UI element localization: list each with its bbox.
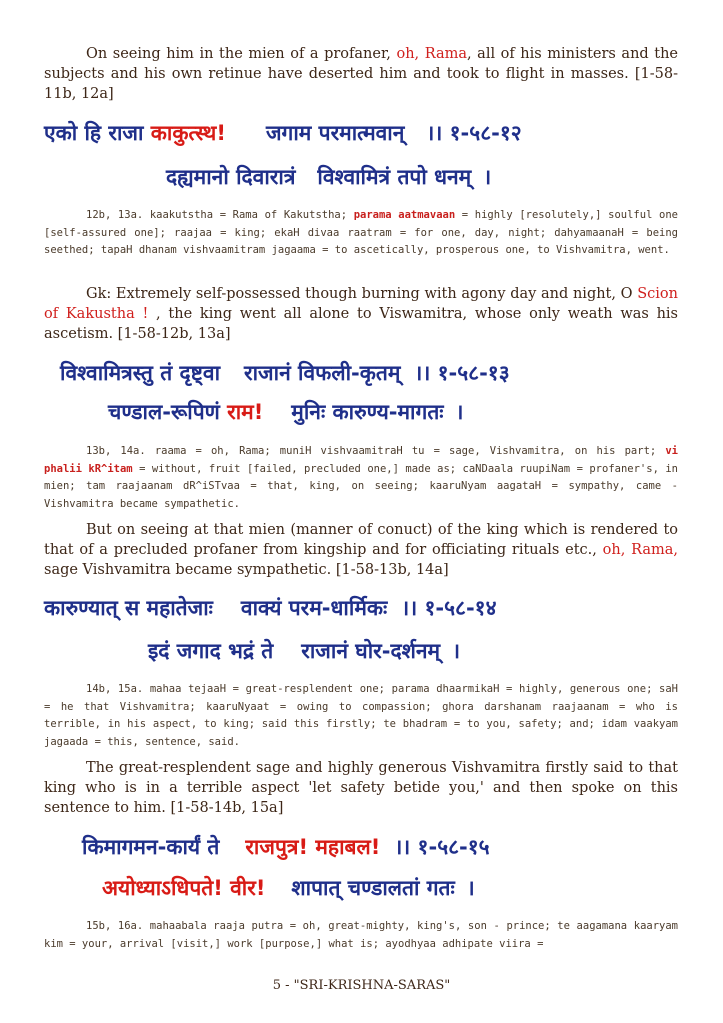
translation-paragraph-3 [44,520,678,580]
verse-13-line-2 [108,398,464,426]
verse-text: किमागमन-कार्यं ते [82,835,220,859]
verse-text: विश्वामित्रस्तु तं दृष्ट्वा [60,361,221,385]
verse-15-line-2 [102,874,475,902]
translation-paragraph-1 [44,44,678,104]
text-run: = highly [resolutely,] soulful one [self-assured one]; raajaa = king; ekaH divaa raatram = for one, day, night; dahyamaanaH = being seethed; tapaH dhanam vishvaamitram jagaama = to ascetically, prosperous one, to Vishvamitra, went. [44,209,678,256]
text-run: The great-resplendent sage and highly generous Vishvamitra firstly said to that king who is in a terrible aspect 'let safety betide you,' and then spoke on this sentence to him. [1-58-14b, 15a] [44,760,678,816]
verse-13-line-1 [60,359,510,387]
verse-number: । [455,400,464,424]
verse-text: इदं जगाद भद्रं ते [148,639,274,663]
verse-text: कारुण्यात् स महातेजाः [44,596,213,620]
verse-number: ।। १-५८-१३ [414,361,510,385]
gloss-highlight: parama aatmavaan [353,209,456,221]
text-run: 12b, 13a. kaakutstha = Rama of Kakutstha; [86,209,354,221]
text-run: 14b, 15a. mahaa tejaaH = great-resplendent one; parama dhaarmikaH = highly, generous one; saH = he that Vishvamitra; kaaruNyaat = owing to compassion; ghora darshanam raajaanam = who is terrible, in his aspect, to king; said this firstly; te bhadram = to you, safety; and; idam vaakyam jagaada = this, sentence, said. [44,683,678,748]
verse-number: ।। १-५८-१२ [426,121,522,145]
word-gloss-14 [44,681,678,751]
verse-vocative: काकुत्स्थ! [150,121,226,145]
verse-number: । [483,165,492,189]
verse-vocative: राजपुत्र! महाबल! [245,835,381,859]
verse-number: । [466,876,475,900]
vocative-highlight: oh, Rama [396,46,467,62]
verse-text: विश्वामित्रं तपो धनम् [317,165,472,189]
text-run: , all of his ministers and the subjects and his own retinue have deserted him and took to flight in masses. [1-58-11b, 12a] [44,46,679,102]
text-run: = without, fruit [failed, precluded one,] made as; caNDaala ruupiNam = profaner's, in mien; tam raajaanam dR^iSTvaa = that, king, on seeing; kaaruNyam aagataH = sympathy, came - Vishvamitra became sympathetic. [44,462,678,510]
vocative-highlight: Scion of Kakustha ! [44,286,678,322]
verse-12-line-2 [166,163,491,191]
verse-text: मुनिः कारुण्य-मागतः [291,400,444,424]
verse-text: दह्यमानो दिवारात्रं [166,165,296,189]
text-run: But on seeing at that mien (manner of conuct) of the king which is rendered to that of a precluded profaner from kingship and for officiating rituals etc., [44,522,678,558]
verse-12-line-1 [44,119,522,147]
verse-14-line-1 [44,594,497,622]
verse-number: । [452,639,461,663]
verse-text: राजानं विफली-कृतम् [244,361,401,385]
text-run: On seeing him in the mien of a profaner, [86,46,397,62]
verse-text: चण्डाल-रूपिणं [108,400,220,424]
word-gloss-15 [44,918,678,953]
translation-paragraph-4 [44,758,678,818]
verse-number: ।। १-५८-१५ [394,835,490,859]
verse-15-line-1 [82,833,490,861]
text-run: 13b, 14a. raama = oh, Rama; muniH vishvaamitraH tu = sage, Vishvamitra, on his part; [86,445,666,457]
text-run: sage Vishvamitra became sympathetic. [1-58-13b, 14a] [44,562,449,578]
gloss-highlight: vi phalii kR^itam [44,445,678,475]
word-gloss-13 [44,443,678,513]
translation-paragraph-2 [44,284,678,344]
verse-text: शापात् चण्डालतां गतः [291,876,455,900]
text-run: , the king went all alone to Viswamitra, whose only weath was his ascetism. [1-58-12b, 13a] [44,306,678,342]
word-gloss-12 [44,207,678,260]
verse-text: वाक्यं परम-धार्मिकः [240,596,388,620]
page-footer: 5 - "SRI-KRISHNA-SARAS" [272,978,451,993]
vocative-highlight: oh, Rama, [602,542,678,558]
verse-vocative: अयोध्याऽधिपते! वीर! [102,876,266,900]
verse-14-line-2 [148,637,460,665]
verse-text: राजानं घोर-दर्शनम् [301,639,441,663]
verse-text: एको हि राजा [44,121,144,145]
verse-vocative: राम! [227,400,264,424]
verse-text: जगाम परमात्मवान् [265,121,405,145]
text-run: 15b, 16a. mahaabala raaja putra = oh, great-mighty, king's, son - prince; te aagamana kaaryam kim = your, arrival [visit,] work [purpose,] what is; ayodhyaa adhipate viira = [44,920,678,950]
text-run: Gk: Extremely self-possessed though burning with agony day and night, O [86,286,638,302]
verse-number: ।। १-५८-१४ [401,596,497,620]
